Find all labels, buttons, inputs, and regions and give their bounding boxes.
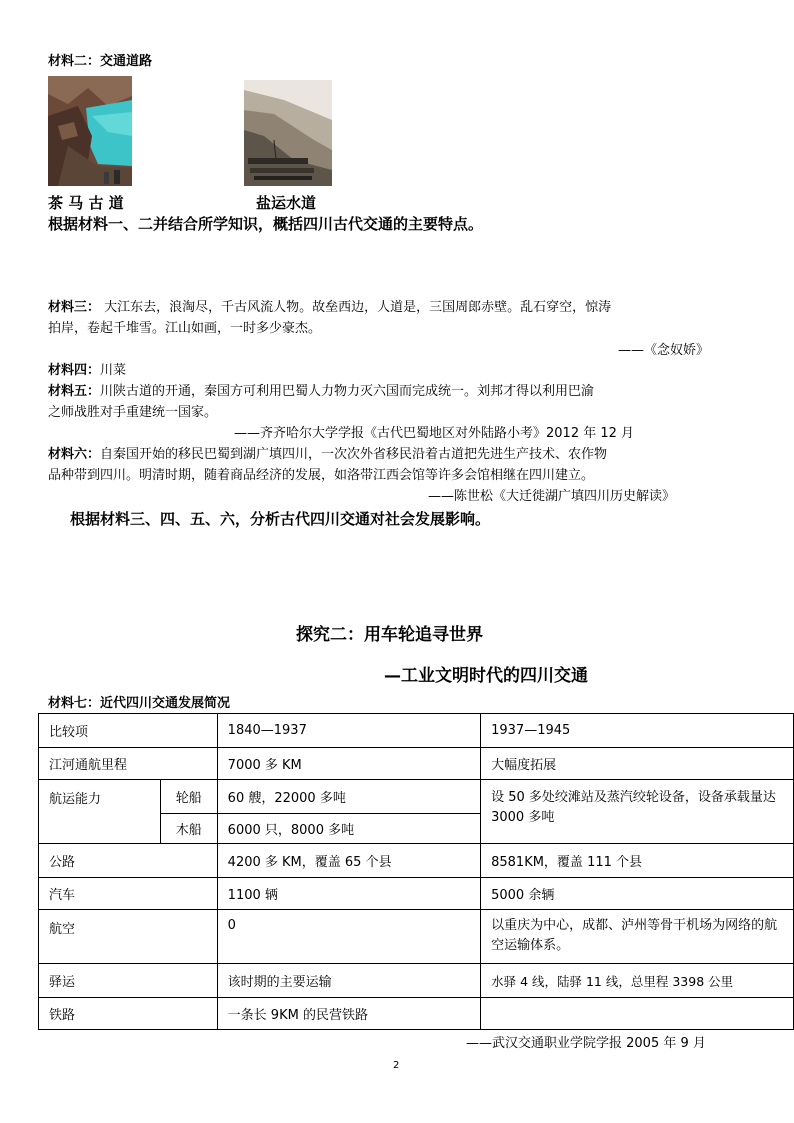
table-cell xyxy=(481,998,794,1030)
section2-subtitle: —工业文明时代的四川交通 xyxy=(384,666,588,686)
table-row xyxy=(39,780,794,814)
table-cell: 一条长 9KM 的民营铁路 xyxy=(217,998,480,1030)
table-cell: 水驿 4 线，陆驿 11 线，总里程 3398 公里 xyxy=(481,964,794,998)
material2-heading: 材料二：交通道路 xyxy=(48,54,153,69)
table-row xyxy=(39,748,794,780)
question-2: 根据材料三、四、五、六，分析古代四川交通对社会发展影响。 xyxy=(70,510,491,528)
table-cell: 1840—1937 xyxy=(217,714,480,748)
material5-line1 xyxy=(48,381,768,402)
salt-waterway-photo xyxy=(244,80,332,186)
material6-text1: 自秦国开始的移民巴蜀到湖广填四川，一次次外省移民沿着古道把先进生产技术、农作物 xyxy=(100,447,608,462)
material3-label: 材料三： xyxy=(48,300,101,315)
material7-heading: 材料七：近代四川交通发展简况 xyxy=(48,696,231,711)
table-cell: 比较项 xyxy=(39,714,218,748)
table-cell: 铁路 xyxy=(39,998,218,1030)
table-cell: 公路 xyxy=(39,844,218,878)
table-cell: 汽车 xyxy=(39,878,218,910)
table-cell: 木船 xyxy=(160,814,217,844)
table-cell: 1100 辆 xyxy=(217,878,480,910)
table-cell: 驿运 xyxy=(39,964,218,998)
transport-comparison-table xyxy=(38,713,794,1030)
material6-source: ——陈世松《大迁徙湖广填四川历史解读》 xyxy=(428,489,676,504)
material6-label: 材料六： xyxy=(48,447,101,462)
table-cell: 江河通航里程 xyxy=(39,748,218,780)
table-cell: 航运能力 xyxy=(39,780,161,844)
material3-line1 xyxy=(48,297,758,318)
material7-source: ——武汉交通职业学院学报 2005 年 9 月 xyxy=(466,1036,706,1051)
table-cell: 0 xyxy=(217,910,480,964)
material5-source: ——齐齐哈尔大学学报《古代巴蜀地区对外陆路小考》2012 年 12 月 xyxy=(234,426,635,441)
table-row xyxy=(39,910,794,964)
material4-text: 川菜 xyxy=(100,363,127,378)
table-cell: 60 艘，22000 多吨 xyxy=(217,780,480,814)
material6-line1 xyxy=(48,444,768,465)
table-row xyxy=(39,714,794,748)
material4-line xyxy=(48,360,126,381)
material3-source: ——《念奴娇》 xyxy=(618,343,710,358)
tea-horse-road-photo xyxy=(48,76,132,186)
salt-waterway-caption: 盐运水道 xyxy=(256,194,317,212)
table-cell: 4200 多 KM，覆盖 65 个县 xyxy=(217,844,480,878)
table-row xyxy=(39,964,794,998)
tea-horse-road-caption: 茶 马 古 道 xyxy=(48,194,124,212)
table-cell: 轮船 xyxy=(160,780,217,814)
table-cell: 6000 只，8000 多吨 xyxy=(217,814,480,844)
material6-text2: 品种带到四川。明清时期，随着商品经济的发展，如洛带江西会馆等许多会馆相继在四川建立。 xyxy=(48,468,595,483)
table-cell: 以重庆为中心，成都、泸州等骨干机场为网络的航空运输体系。 xyxy=(481,910,794,964)
table-cell: 5000 余辆 xyxy=(481,878,794,910)
material3-text1: 大江东去，浪淘尽，千古风流人物。故垒西边，人道是，三国周郎赤壁。乱石穿空，惊涛 xyxy=(100,300,612,315)
table-row xyxy=(39,844,794,878)
table-cell: 该时期的主要运输 xyxy=(217,964,480,998)
table-row xyxy=(39,998,794,1030)
material5-text2: 之师战胜对手重建统一国家。 xyxy=(48,405,218,420)
table-cell: 设 50 多处绞滩站及蒸汽绞轮设备，设备承载量达 3000 多吨 xyxy=(481,780,794,844)
question-1: 根据材料一、二并结合所学知识，概括四川古代交通的主要特点。 xyxy=(48,215,484,233)
table-row xyxy=(39,878,794,910)
page-number: 2 xyxy=(393,1060,400,1071)
section2-title: 探究二：用车轮追寻世界 xyxy=(296,625,483,645)
table-cell: 1937—1945 xyxy=(481,714,794,748)
table-cell: 8581KM，覆盖 111 个县 xyxy=(481,844,794,878)
material4-label: 材料四： xyxy=(48,363,101,378)
material5-text1: 川陕古道的开通，秦国方可利用巴蜀人力物力灭六国而完成统一。刘邦才得以利用巴渝 xyxy=(100,384,595,399)
table-cell: 7000 多 KM xyxy=(217,748,480,780)
table-cell: 大幅度拓展 xyxy=(481,748,794,780)
material3-text2: 拍岸，卷起千堆雪。江山如画，一时多少豪杰。 xyxy=(48,321,322,336)
material5-label: 材料五： xyxy=(48,384,101,399)
table-cell: 航空 xyxy=(39,910,218,964)
